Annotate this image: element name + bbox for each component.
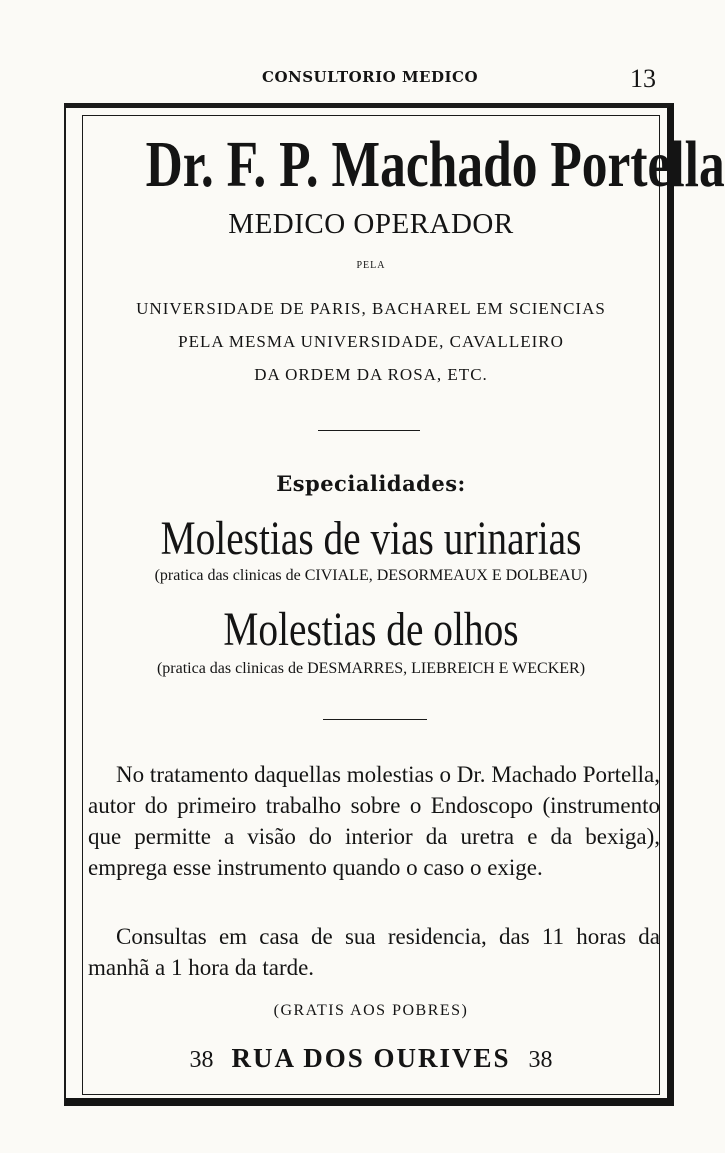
running-head xyxy=(0,66,725,92)
credentials-intro: PELA xyxy=(356,260,386,271)
credential-line: DA ORDEM DA ROSA, ETC. xyxy=(254,365,488,384)
specialty-practice: (pratica das clinicas de DESMARRES, LIEBREICH E WECKER) xyxy=(156,660,586,677)
address-street: RUA DOS OURIVES xyxy=(231,1043,511,1073)
specialty-name: Molestias de vias urinarias xyxy=(160,512,582,565)
doctor-name: Dr. F. P. Machado Portella xyxy=(145,128,725,201)
credential-line: UNIVERSIDADE DE PARIS, BACHAREL EM SCIENCIAS xyxy=(136,299,606,318)
page-number: 13 xyxy=(630,64,656,93)
specialty-practice: (pratica das clinicas de CIVIALE, DESORMEAUX E DOLBEAU) xyxy=(154,567,588,584)
divider-rule xyxy=(323,719,427,720)
treatment-paragraph: No tratamento daquellas molestias o Dr. Machado Portella, autor do primeiro trabalho sobre o Endoscopo (instrumento que permitte a visão do interior da uretra e da bexiga), emprega esse instrumento quando o caso o exige. xyxy=(88,762,660,880)
doctor-role: MEDICO OPERADOR xyxy=(228,208,514,240)
running-title: CONSULTORIO MEDICO xyxy=(262,68,479,86)
consultation-hours-paragraph: Consultas em casa de sua residencia, das 11 horas da manhã a 1 hora da tarde. xyxy=(88,924,660,980)
address-number: 38 xyxy=(189,1047,214,1073)
credential-line: PELA MESMA UNIVERSIDADE, CAVALLEIRO xyxy=(178,332,564,351)
specialties-heading: Especialidades: xyxy=(276,471,466,496)
address xyxy=(82,1040,660,1078)
gratis-note: (GRATIS AOS POBRES) xyxy=(273,1002,469,1019)
divider-rule xyxy=(318,430,420,431)
address-number: 38 xyxy=(528,1047,553,1073)
specialty-name: Molestias de olhos xyxy=(223,603,519,656)
